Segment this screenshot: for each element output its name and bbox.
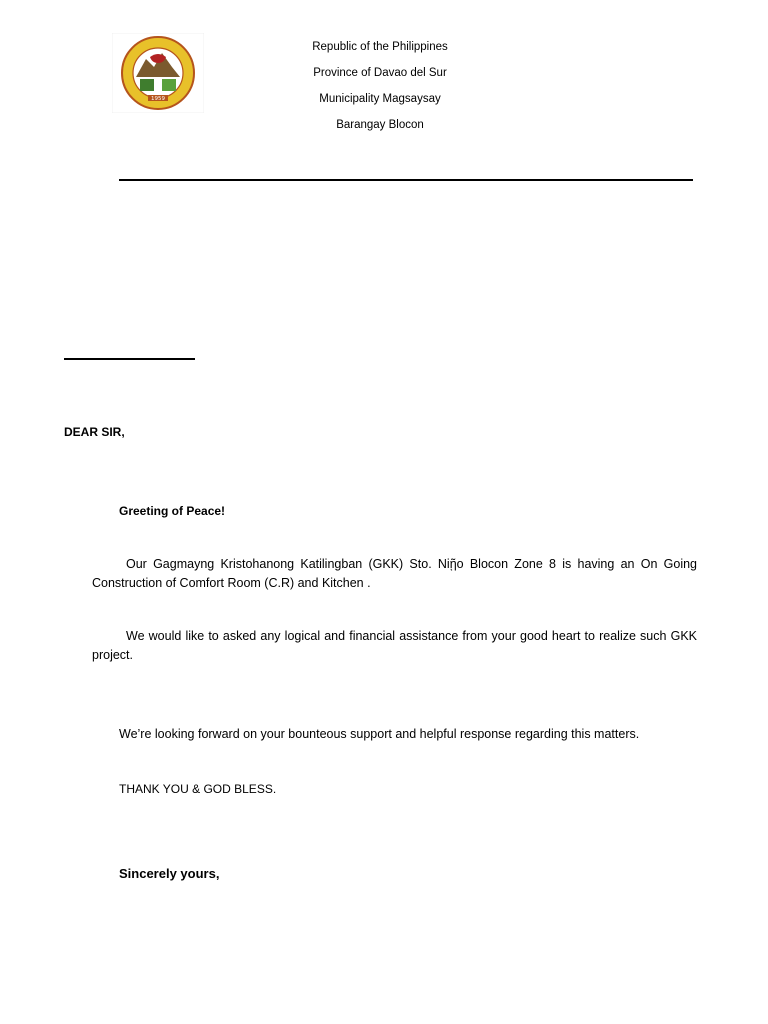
seal-year: 1959 [151,96,165,102]
header-barangay: Barangay Blocon [336,119,424,131]
greeting: Greeting of Peace! [119,504,226,518]
letterhead-divider [119,179,693,181]
recipient-name-line [64,358,195,360]
header-province: Province of Davao del Sur [313,67,447,79]
closing: Sincerely yours, [119,866,220,881]
thank-you-line: THANK YOU & GOD BLESS. [119,782,277,796]
body-paragraph-2: We would like to asked any logical and financial assistance from your good heart to realize such GKK project. [92,629,697,662]
barangay-seal-logo [112,33,204,113]
letterhead [240,37,520,141]
salutation: DEAR SIR, [64,425,125,439]
header-municipality: Municipality Magsaysay [319,93,441,105]
body-paragraph-3: We’re looking forward on your bounteous support and helpful response regarding this matters. [119,727,640,741]
body-paragraph-1: Our Gagmayng Kristohanong Katilingban (GKK) Sto. Niῇo Blocon Zone 8 is having an On Going Construction of Comfort Room (C.R) and Kitchen . [92,557,697,590]
header-country: Republic of the Philippines [312,41,448,53]
